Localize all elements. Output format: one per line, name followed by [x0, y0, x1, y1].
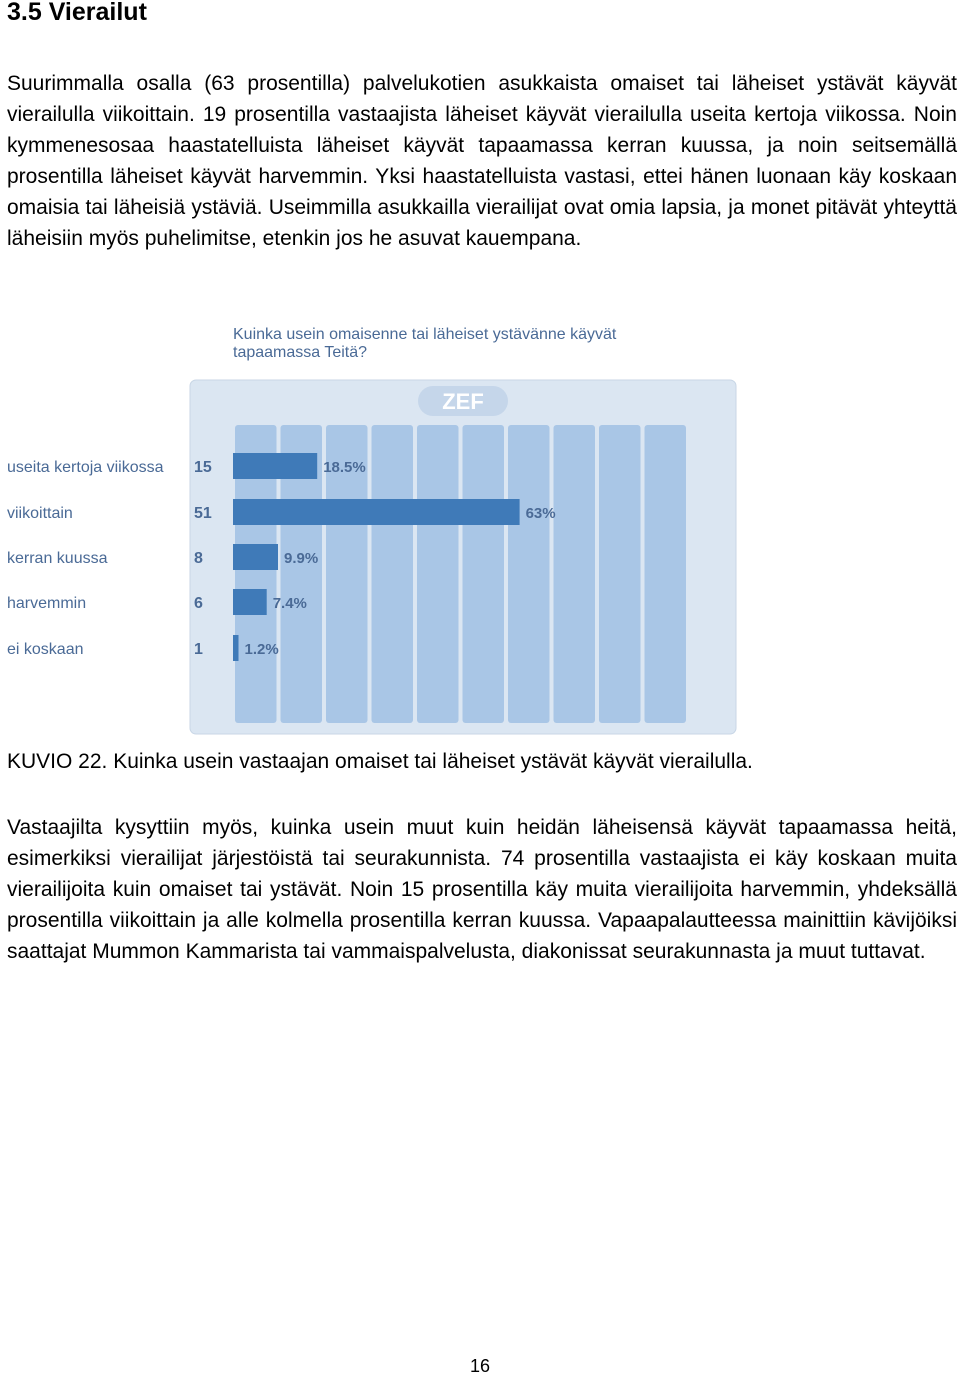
data-label: 9.9% [284, 550, 319, 567]
page-number: 16 [469, 1356, 491, 1376]
count-label: 6 [194, 595, 203, 612]
bar [233, 499, 520, 525]
grid-column [463, 425, 505, 723]
category-label: ei koskaan [7, 641, 84, 658]
category-label: useita kertoja viikossa [7, 459, 164, 476]
grid-column [372, 425, 414, 723]
grid-column [417, 425, 459, 723]
grid-column [508, 425, 550, 723]
data-label: 63% [525, 505, 556, 522]
category-label: viikoittain [7, 505, 73, 522]
count-label: 8 [194, 550, 203, 567]
bar [233, 589, 267, 615]
body-paragraph-1: Suurimmalla osalla (63 prosentilla) palvelukotien asukkaista omaiset tai läheiset ystävät käyvät vierailulla viikoittain. 19 prosentilla vastaajista läheiset käyvät vierailulla useita kertoja viikossa. Noin kymmenesosaa haastatelluista läheiset käyvät tapaamassa kerran kuussa, ja noin seitsemällä prosentilla läheiset käyvät harvemmin. Yksi haastatelluista vastasi, ettei hänen luonaan käy koskaan omaisia tai läheisiä ystäviä. Useimmilla asukkailla vierailijat ovat omia lapsia, ja monet pitävät yhteyttä läheisiin myös puhelimitse, etenkin jos he asuvat kauempana. [7, 72, 957, 250]
category-label: harvemmin [7, 595, 87, 612]
data-label: 7.4% [272, 595, 307, 612]
count-label: 51 [194, 505, 212, 522]
bar [233, 635, 239, 661]
chart-title: Kuinka usein omaisenne tai läheiset ystävänne käyvät tapaamassa Teitä? [233, 326, 617, 361]
grid-column [599, 425, 641, 723]
data-label: 18.5% [323, 459, 366, 476]
bar [233, 453, 317, 479]
category-label: kerran kuussa [7, 550, 108, 567]
body-paragraph-2: Vastaajilta kysyttiin myös, kuinka usein muut kuin heidän läheisensä käyvät tapaamassa heitä, esimerkiksi vierailijat järjestöistä tai seurakunnista. 74 prosentilla vastaajista ei käy koskaan muita vierailijoita kuin omaiset tai ystävät. Noin 15 prosentilla käy muita vierailijoita harvemmin, yhdeksällä prosentilla viikoittain ja alle kolmella prosentilla kerran kuussa. Vapaapalautteessa mainittiin kävijöiksi saattajat Mummon Kammarista tai vammaispalvelusta, diakonissat seurakunnasta ja muut tuttavat. [7, 816, 957, 963]
logo-text: ZEF [442, 389, 484, 414]
section-heading: 3.5 Vierailut [7, 0, 147, 26]
bar-chart [0, 378, 960, 740]
data-label: 1.2% [244, 641, 279, 658]
bar [233, 544, 278, 570]
figure-caption: KUVIO 22. Kuinka usein vastaajan omaiset tai läheiset ystävät käyvät vierailulla. [7, 750, 753, 773]
grid-column [554, 425, 596, 723]
count-label: 1 [194, 641, 203, 658]
count-label: 15 [194, 459, 212, 476]
grid-column [645, 425, 687, 723]
